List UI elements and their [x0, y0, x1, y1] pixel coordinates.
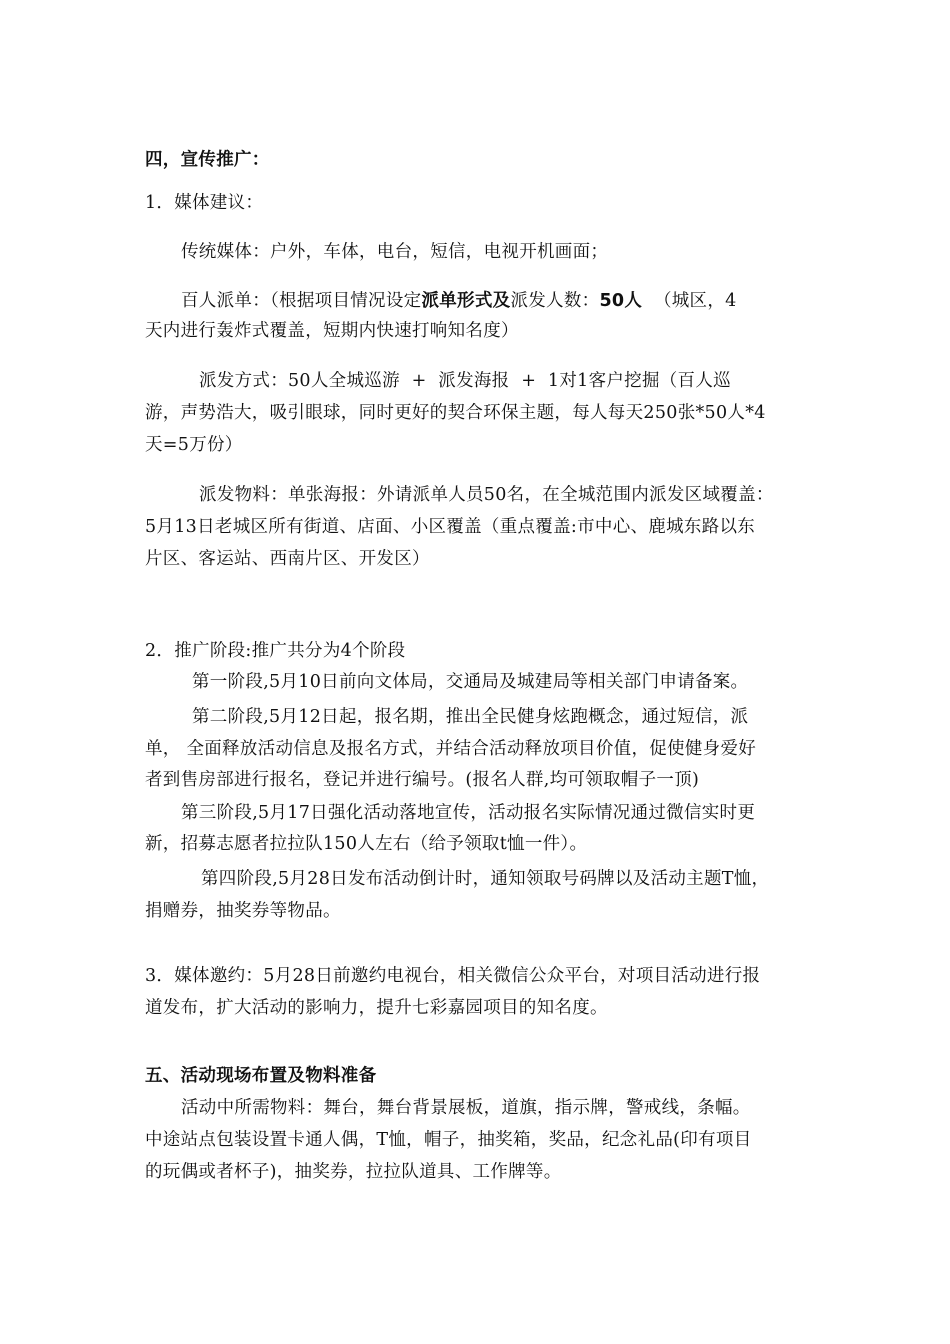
section5-heading: 五、活动现场布置及物料准备 — [145, 1066, 377, 1086]
flyer-text-a: 百人派单：（根据项目情况设定 — [181, 291, 422, 311]
stage3-line1: 第三阶段,5月17日强化活动落地宣传，活动报名实际情况通过微信实时更 — [181, 803, 756, 823]
method-line2: 游，声势浩大，吸引眼球，同时更好的契合环保主题，每人每天250张*50人*4 — [145, 403, 766, 423]
material-line3: 片区、客运站、西南片区、开发区） — [145, 549, 430, 569]
stage4-line2: 捐赠券，抽奖券等物品。 — [145, 901, 341, 921]
method-line1: 派发方式：50人全城巡游 + 派发海报 + 1对1客户挖掘（百人巡 — [199, 371, 731, 391]
flyer-bold-form: 派单形式及 — [421, 291, 511, 311]
stage1: 第一阶段,5月10日前向文体局，交通局及城建局等相关部门申请备案。 — [192, 672, 749, 692]
flyer-text-c: （城区，4 — [642, 291, 737, 311]
traditional-media: 传统媒体：户外，车体，电台，短信，电视开机画面； — [181, 242, 609, 262]
flyer-line1 — [181, 289, 737, 313]
section5-line3: 的玩偶或者杯子)，抽奖券，拉拉队道具、工作牌等。 — [145, 1162, 562, 1182]
stage2-line2: 单， 全面释放活动信息及报名方式，并结合活动释放项目价值，促使健身爱好 — [145, 739, 757, 759]
material-line1: 派发物料：单张海报：外请派单人员50名，在全城范围内派发区域覆盖： — [199, 485, 774, 505]
flyer-bold-count: 50人 — [599, 291, 643, 311]
stage2-line3: 者到售房部进行报名，登记并进行编号。(报名人群,均可领取帽子一顶) — [145, 770, 700, 790]
flyer-line2: 天内进行轰炸式覆盖，短期内快速打响知名度） — [145, 321, 519, 341]
stage4-line1: 第四阶段,5月28日发布活动倒计时，通知领取号码牌以及活动主题T恤， — [201, 869, 770, 889]
material-line2: 5月13日老城区所有街道、店面、小区覆盖（重点覆盖:市中心、鹿城东路以东 — [145, 517, 756, 537]
section4-heading: 四，宣传推广： — [145, 150, 270, 170]
invite-line1: 3．媒体邀约：5月28日前邀约电视台，相关微信公众平台，对项目活动进行报 — [145, 966, 761, 986]
method-line3: 天=5万份） — [145, 435, 243, 455]
stage3-line2: 新，招募志愿者拉拉队150人左右（给予领取t恤一件）。 — [145, 834, 588, 854]
flyer-text-b: 派发人数： — [510, 291, 600, 311]
media-title: 1．媒体建议： — [145, 193, 264, 213]
invite-line2: 道发布，扩大活动的影响力，提升七彩嘉园项目的知名度。 — [145, 998, 608, 1018]
stages-title: 2．推广阶段:推广共分为4个阶段 — [145, 641, 406, 661]
section5-line2: 中途站点包装设置卡通人偶，T恤，帽子，抽奖箱，奖品，纪念礼品(印有项目 — [145, 1130, 752, 1150]
stage2-line1: 第二阶段,5月12日起，报名期，推出全民健身炫跑概念，通过短信，派 — [192, 707, 749, 727]
section5-line1: 活动中所需物料：舞台，舞台背景展板，道旗，指示牌，警戒线，条幅。 — [181, 1098, 751, 1118]
